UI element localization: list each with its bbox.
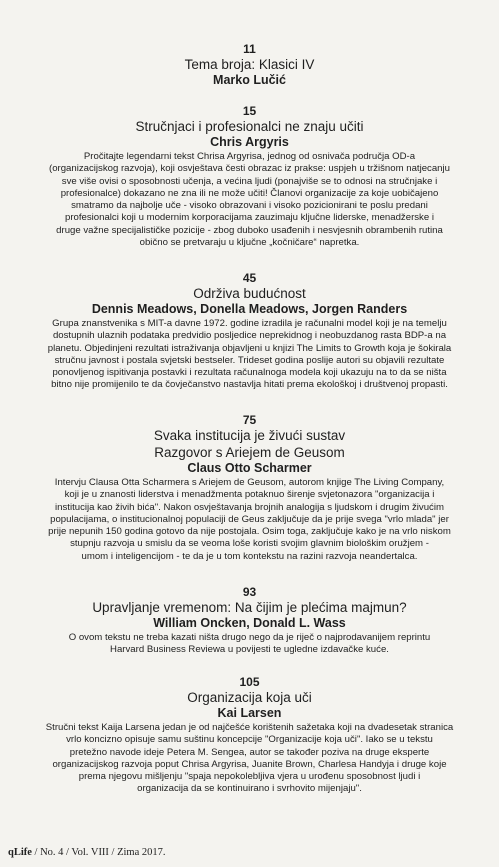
article-description bbox=[20, 318, 479, 392]
description-line: pretežno navode ideje Petera M. Sengea, autor se također poziva na druge eksperte bbox=[69, 746, 430, 758]
article-title: Stručnjaci i profesionalci ne znaju učiti bbox=[135, 119, 364, 134]
magazine-brand: qLife bbox=[8, 847, 32, 858]
description-line: prema njegovu mišljenju "spaja nepokolebljiva vjera u urođenu sposobnost ljudi i bbox=[78, 771, 421, 783]
description-line: Harvard Business Reviewa u povijesti te ugledne izdavačke kuće. bbox=[110, 644, 389, 656]
description-line: stručnu javnost i postala svjetski bestseler. Trideset godina poslije autori su objavili rezultate bbox=[54, 354, 445, 366]
page-number: 15 bbox=[242, 104, 257, 118]
description-line: O ovom tekstu ne treba kazati ništa drugo nego da je riječ o najprodavanijem reprintu bbox=[68, 632, 431, 643]
description-line: dostupnih ulaznih podataka predvidio posljedice neprekidnog i neobuzdanog rasta BDP-a na bbox=[52, 330, 447, 342]
article-subtitle: Razgovor s Ariejem de Geusom bbox=[154, 445, 345, 460]
article-author: Claus Otto Scharmer bbox=[187, 461, 312, 475]
toc-entry bbox=[20, 413, 479, 563]
description-line: profesionalce) dokazano ne zna ili ne može učiti! Članovi organizacije za koje uobičajeno bbox=[60, 187, 439, 199]
article-author: Marko Lučić bbox=[213, 73, 286, 87]
article-description bbox=[20, 722, 479, 796]
description-line: obično se pretvaraju u ključne „kočničare“ napretka. bbox=[139, 237, 360, 249]
article-title: Svaka institucija je živući sustav bbox=[153, 428, 346, 443]
toc-entry bbox=[20, 271, 479, 392]
description-line: populacijama, o institucionalnoj populaciji de Geus zaključuje da je prije svega "vrlo mlada" jer bbox=[50, 513, 449, 525]
description-line: Grupa znanstvenika s MIT-a davne 1972. godine izradila je računalni model koji je na temelju bbox=[52, 318, 447, 329]
page-number: 11 bbox=[243, 42, 256, 56]
article-title: Organizacija koja uči bbox=[187, 690, 312, 705]
toc-entry bbox=[20, 675, 479, 796]
description-line: bitno nije promijenilo te da čovječanstvo nastavlja hitati prema ekološkoj i društvenoj propasti. bbox=[51, 379, 448, 391]
page-number: 75 bbox=[242, 413, 257, 427]
article-author: Chris Argyris bbox=[210, 135, 289, 149]
description-line: planetu. Objedinjeni rezultati istraživanja objavljeni u knjizi The Limits to Growth koja je šokirala bbox=[47, 342, 452, 354]
description-line: stupnju razvoja u smislu da se veoma loše koristi svojim glavnim biološkim oružjem - bbox=[70, 538, 429, 550]
article-author: William Oncken, Donald L. Wass bbox=[153, 616, 346, 630]
description-line: koji je u znanosti liderstva i menadžmenta potaknuo širenje svjetonazora "organizacija i bbox=[64, 489, 435, 501]
article-title: Tema broja: Klasici IV bbox=[184, 57, 315, 72]
description-line: Intervju Clausa Otta Scharmera s Ariejem de Geusom, autorom knjige The Living Company, bbox=[54, 477, 445, 488]
description-line: profesionalci koji u modernim korporacijama zauzimaju ključne liderske, menadžerske i bbox=[65, 212, 434, 224]
article-title: Upravljanje vremenom: Na čijim je plećima majmun? bbox=[92, 600, 407, 615]
page-number: 93 bbox=[242, 585, 257, 599]
article-description bbox=[20, 477, 479, 563]
description-line: sve više ovisi o sposobnosti učenja, a većina ljudi (ponajviše se to odnosi na stručnjake i bbox=[61, 175, 438, 187]
article-description bbox=[20, 151, 479, 249]
description-line: vrlo koncizno opisuje samu suštinu koncepcije "Organizacije koja uči". Iako se u tekstu bbox=[66, 734, 433, 746]
description-line: smatramo da najbolje uče - visoko obrazovani i visoko pozicionirani te poslu predani bbox=[71, 200, 428, 212]
description-line: Stručni tekst Kaija Larsena jedan je od najčešće korištenih sažetaka koji na dvadesetak stranica bbox=[45, 722, 454, 733]
article-title: Održiva budućnost bbox=[193, 286, 306, 301]
footer-issue-info bbox=[8, 847, 166, 858]
issue-label: / No. 4 / Vol. VIII / Zima 2017. bbox=[31, 847, 166, 858]
toc-entry bbox=[20, 585, 479, 657]
article-author: Dennis Meadows, Donella Meadows, Jorgen Randers bbox=[91, 302, 408, 316]
article-author: Kai Larsen bbox=[217, 706, 282, 720]
description-line: organizacijskog razvoja poput Chrisa Argyrisa, Juanite Brown, Charlesa Handyja i druge koje bbox=[52, 758, 447, 770]
page-number: 45 bbox=[242, 271, 257, 285]
description-line: institucija kao živih bića". Nakon osvještavanja brojnih analogija s ljudskom i drugim živućim bbox=[55, 501, 444, 513]
toc-entry bbox=[20, 42, 479, 88]
description-line: ponovljenog ispitivanja postavki i rezultata računalnoga modela koji ukazuju na to da se ništa bbox=[52, 367, 447, 379]
description-line: Pročitajte legendarni tekst Chrisa Argyrisa, jednog od osnivača područja OD-a bbox=[83, 151, 416, 162]
description-line: (organizacijskog razvoja), koji osvještava česti obrazac iz prakse: uspjeh u tržišnom natjecanju bbox=[49, 163, 450, 175]
description-line: druge važne specijalističke pozicije - zbog duboko usađenih i nesvjesnih obrambenih rutina bbox=[56, 224, 443, 236]
article-description bbox=[20, 632, 479, 657]
description-line: umom i inteligencijom - te da je u tom kontekstu na razini razvoja neandertalca. bbox=[81, 550, 418, 562]
description-line: organizacija da se kontinuirano i svrhovito mijenjaju". bbox=[137, 783, 362, 795]
toc-entry bbox=[20, 104, 479, 249]
description-line: prije nepunih 150 godina gotovo da nije postojala. Osim toga, zaključuje kako je na vrlo niskom bbox=[48, 526, 451, 538]
page-number: 105 bbox=[239, 675, 260, 689]
